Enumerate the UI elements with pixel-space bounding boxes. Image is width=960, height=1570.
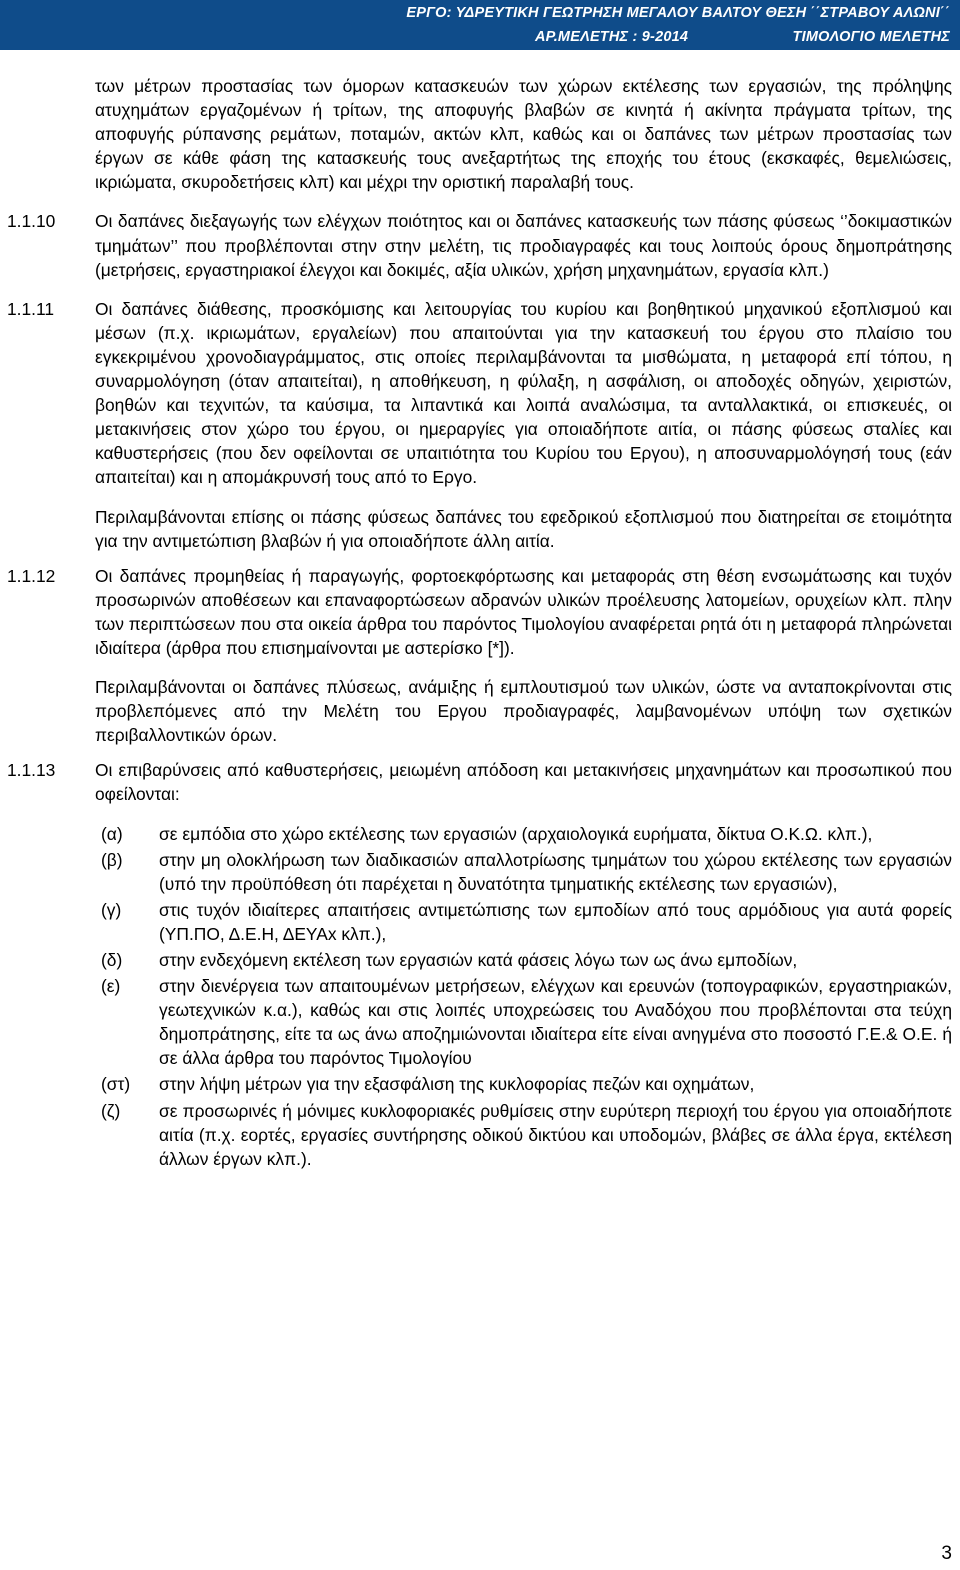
- list-item: [0, 848, 960, 896]
- section-number: 1.1.11: [7, 298, 55, 319]
- section-1-1-12: [0, 564, 960, 660]
- section-text: Οι δαπάνες διάθεσης, προσκόμισης και λειτουργίας του κυρίου και βοηθητικού μηχανικού εξοπλισμού και μέσων (π.χ. ικριωμάτων, εργαλείων) που απαιτούνται για την κατασκευή του έργου στο πλαίσιο του εγκεκριμένου χρονοδιαγράμματος, στις οποίες περιλαμβάνονται τα μισθώματα, η μεταφορά επί τόπου, η συναρμολόγηση (όταν απαιτείται), η αποθήκευση, η φύλαξη, η ασφάλιση, οι αποδοχές οδηγών, χειριστών, βοηθών και τεχνιτών, τα καύσιμα, τα λιπαντικά και λοιπά αναλώσιμα, τα ανταλλακτικά, οι επισκευές, οι μετακινήσεις στον χώρο του έργου, οι ημεραργίες για οποιαδήποτε αιτία, οι πάσης φύσεως σταλίες και καθυστερήσεις (που δεν οφείλονται σε υπαιτιότητα του Κυρίου του Εργου), η αποσυναρμολόγησή τους (εάν απαιτείται) και η απομάκρυνσή τους από το Εργο.: [95, 298, 952, 488]
- document-type: ΤΙΜΟΛΟΓΙΟ ΜΕΛΕΤΗΣ: [792, 29, 950, 45]
- document-header: [0, 0, 960, 50]
- list-item: [0, 1072, 960, 1096]
- section-number: 1.1.12: [7, 565, 56, 586]
- project-title: ΕΡΓΟ: ΥΔΡΕΥΤΙΚΗ ΓΕΩΤΡΗΣΗ ΜΕΓΑΛΟΥ ΒΑΛΤΟΥ ΘΕΣΗ ΄΄ΣΤΡΑΒΟΥ ΑΛΩΝΙ΄΄: [406, 5, 950, 21]
- list-item-label: (β): [101, 849, 123, 870]
- section-1-1-10: [0, 209, 960, 281]
- section-text: Οι δαπάνες διεξαγωγής των ελέγχων ποιότητος και οι δαπάνες κατασκευής των πάσης φύσεως ‘’δοκιμαστικών τμημάτων’’ που προβλέπονται στην στην μελέτη, τις προδιαγραφές και τους λοιπούς όρους δημοπράτησης (μετρήσεις, εργαστηριακοί έλεγχοι και δοκιμές, αξία υλικών, χρήση μηχανημάτων, εργασία κλπ.): [95, 211, 952, 280]
- page-number: 3: [941, 1543, 952, 1564]
- list-item-label: (γ): [101, 899, 122, 920]
- list-item-text: σε εμπόδια στο χώρο εκτέλεσης των εργασιών (αρχαιολογικά ευρήματα, δίκτυα Ο.Κ.Ω. κλπ.),: [159, 823, 873, 844]
- list-item-label: (ε): [101, 976, 121, 997]
- list-item-label: (ζ): [101, 1100, 121, 1121]
- intro-paragraph: των μέτρων προστασίας των όμορων κατασκευών των χώρων εκτέλεσης των εργασιών, της πρόληψης ατυχημάτων εργαζομένων ή τρίτων, της αποφυγής βλαβών σε κινητά ή ακίνητα πράγματα τρίτων, της αποφυγής ρύπανσης ρεμάτων, ποταμών, ακτών κλπ, καθώς και οι δαπάνες των μέτρων προστασίας των έργων σε κάθε φάση της κατασκευής τους ανεξαρτήτως της εποχής του έτους (εκσκαφές, θεμελιώσεις, ικριώματα, σκυροδετήσεις κλπ) και μέχρι την οριστική παραλαβή τους.: [95, 76, 952, 193]
- study-number: ΑΡ.ΜΕΛΕΤΗΣ : 9-2014: [535, 29, 689, 45]
- list-item: [0, 948, 960, 972]
- list-item: [0, 974, 960, 1070]
- list-item: [0, 898, 960, 946]
- list-item-text: στην διενέργεια των απαιτουμένων μετρήσεων, ελέγχων και ερευνών (τοπογραφικών, εργαστηριακών, γεωτεχνικών κ.α.), καθώς και στις λοιπές υποχρεώσεις του Αναδόχου που προβλέπονται στα τεύχη δημοπράτησης, είτε τα ως άνω αποζημιώνονται ιδιαίτερα είτε είναι ανηγμένα στο ποσοστό Γ.Ε.& Ο.Ε. ή σε άλλα άρθρα του παρόντος Τιμολογίου: [159, 976, 952, 1069]
- list-item: [0, 822, 960, 846]
- document-body: [0, 74, 960, 1171]
- list-item: [0, 1099, 960, 1171]
- list-item-label: (δ): [101, 950, 123, 970]
- section-1-1-12-extra: Περιλαμβάνονται οι δαπάνες πλύσεως, ανάμιξης ή εμπλουτισμού των υλικών, ώστε να ανταποκρίνονται στις προβλεπόμενες από την Μελέτη του Εργου προδιαγραφές, λαμβανομένων υπόψη των σχετικών περιβαλλοντικών όρων.: [95, 677, 952, 746]
- list-item-text: στην ενδεχόμενη εκτέλεση των εργασιών κατά φάσεις λόγω των ως άνω εμποδίων,: [159, 950, 798, 970]
- conditions-list: [0, 822, 960, 1171]
- list-item-text: σε προσωρινές ή μόνιμες κυκλοφοριακές ρυθμίσεις στην ευρύτερη περιοχή του έργου για οποιαδήποτε αιτία (π.χ. εορτές, εργασίες συντήρησης οδικού δικτύου και υποδομών, βλάβες σε άλλα έργα, εκτέλεση άλλων έργων κλπ.).: [159, 1100, 952, 1169]
- list-item-text: στην μη ολοκλήρωση των διαδικασιών απαλλοτρίωσης τμημάτων του χώρου εκτέλεσης των εργασιών (υπό την προϋπόθεση ότι παρέχεται η δυνατότητα τμηματικής εκτέλεσης των εργασιών),: [159, 849, 952, 894]
- section-number: 1.1.10: [7, 211, 56, 232]
- section-1-1-13: [0, 758, 960, 806]
- list-item-label: (στ): [101, 1074, 131, 1095]
- section-number: 1.1.13: [7, 760, 56, 781]
- list-item-text: στην λήψη μέτρων για την εξασφάλιση της κυκλοφορίας πεζών και οχημάτων,: [159, 1074, 755, 1095]
- section-1-1-11: [0, 297, 960, 490]
- section-1-1-11-extra: Περιλαμβάνονται επίσης οι πάσης φύσεως δαπάνες του εφεδρικού εξοπλισμού που διατηρείται σε ετοιμότητα για την αντιμετώπιση βλαβών ή για οποιαδήποτε άλλη αιτία.: [95, 506, 952, 551]
- list-item-label: (α): [101, 823, 123, 844]
- section-text: Οι επιβαρύνσεις από καθυστερήσεις, μειωμένη απόδοση και μετακινήσεις μηχανημάτων και προσωπικού που οφείλονται:: [95, 760, 952, 805]
- section-text: Οι δαπάνες προμηθείας ή παραγωγής, φορτοεκφόρτωσης και μεταφοράς στη θέση ενσωμάτωσης και τυχόν προσωρινών αποθέσεων και επαναφορτώσεων αδρανών υλικών προέλευσης λατομείων, ορυχείων κλπ. πλην των περιπτώσεων που στα οικεία άρθρα του παρόντος Τιμολογίου αναφέρεται ρητά ότι η μεταφορά πληρώνεται ιδιαίτερα (άρθρα που επισημαίνονται με αστερίσκο [*]).: [95, 565, 952, 658]
- list-item-text: στις τυχόν ιδιαίτερες απαιτήσεις αντιμετώπισης των εμποδίων από τους αρμόδιους για αυτά φορείς (ΥΠ.ΠΟ, Δ.Ε.Η, ΔΕΥΑx κλπ.),: [159, 899, 952, 944]
